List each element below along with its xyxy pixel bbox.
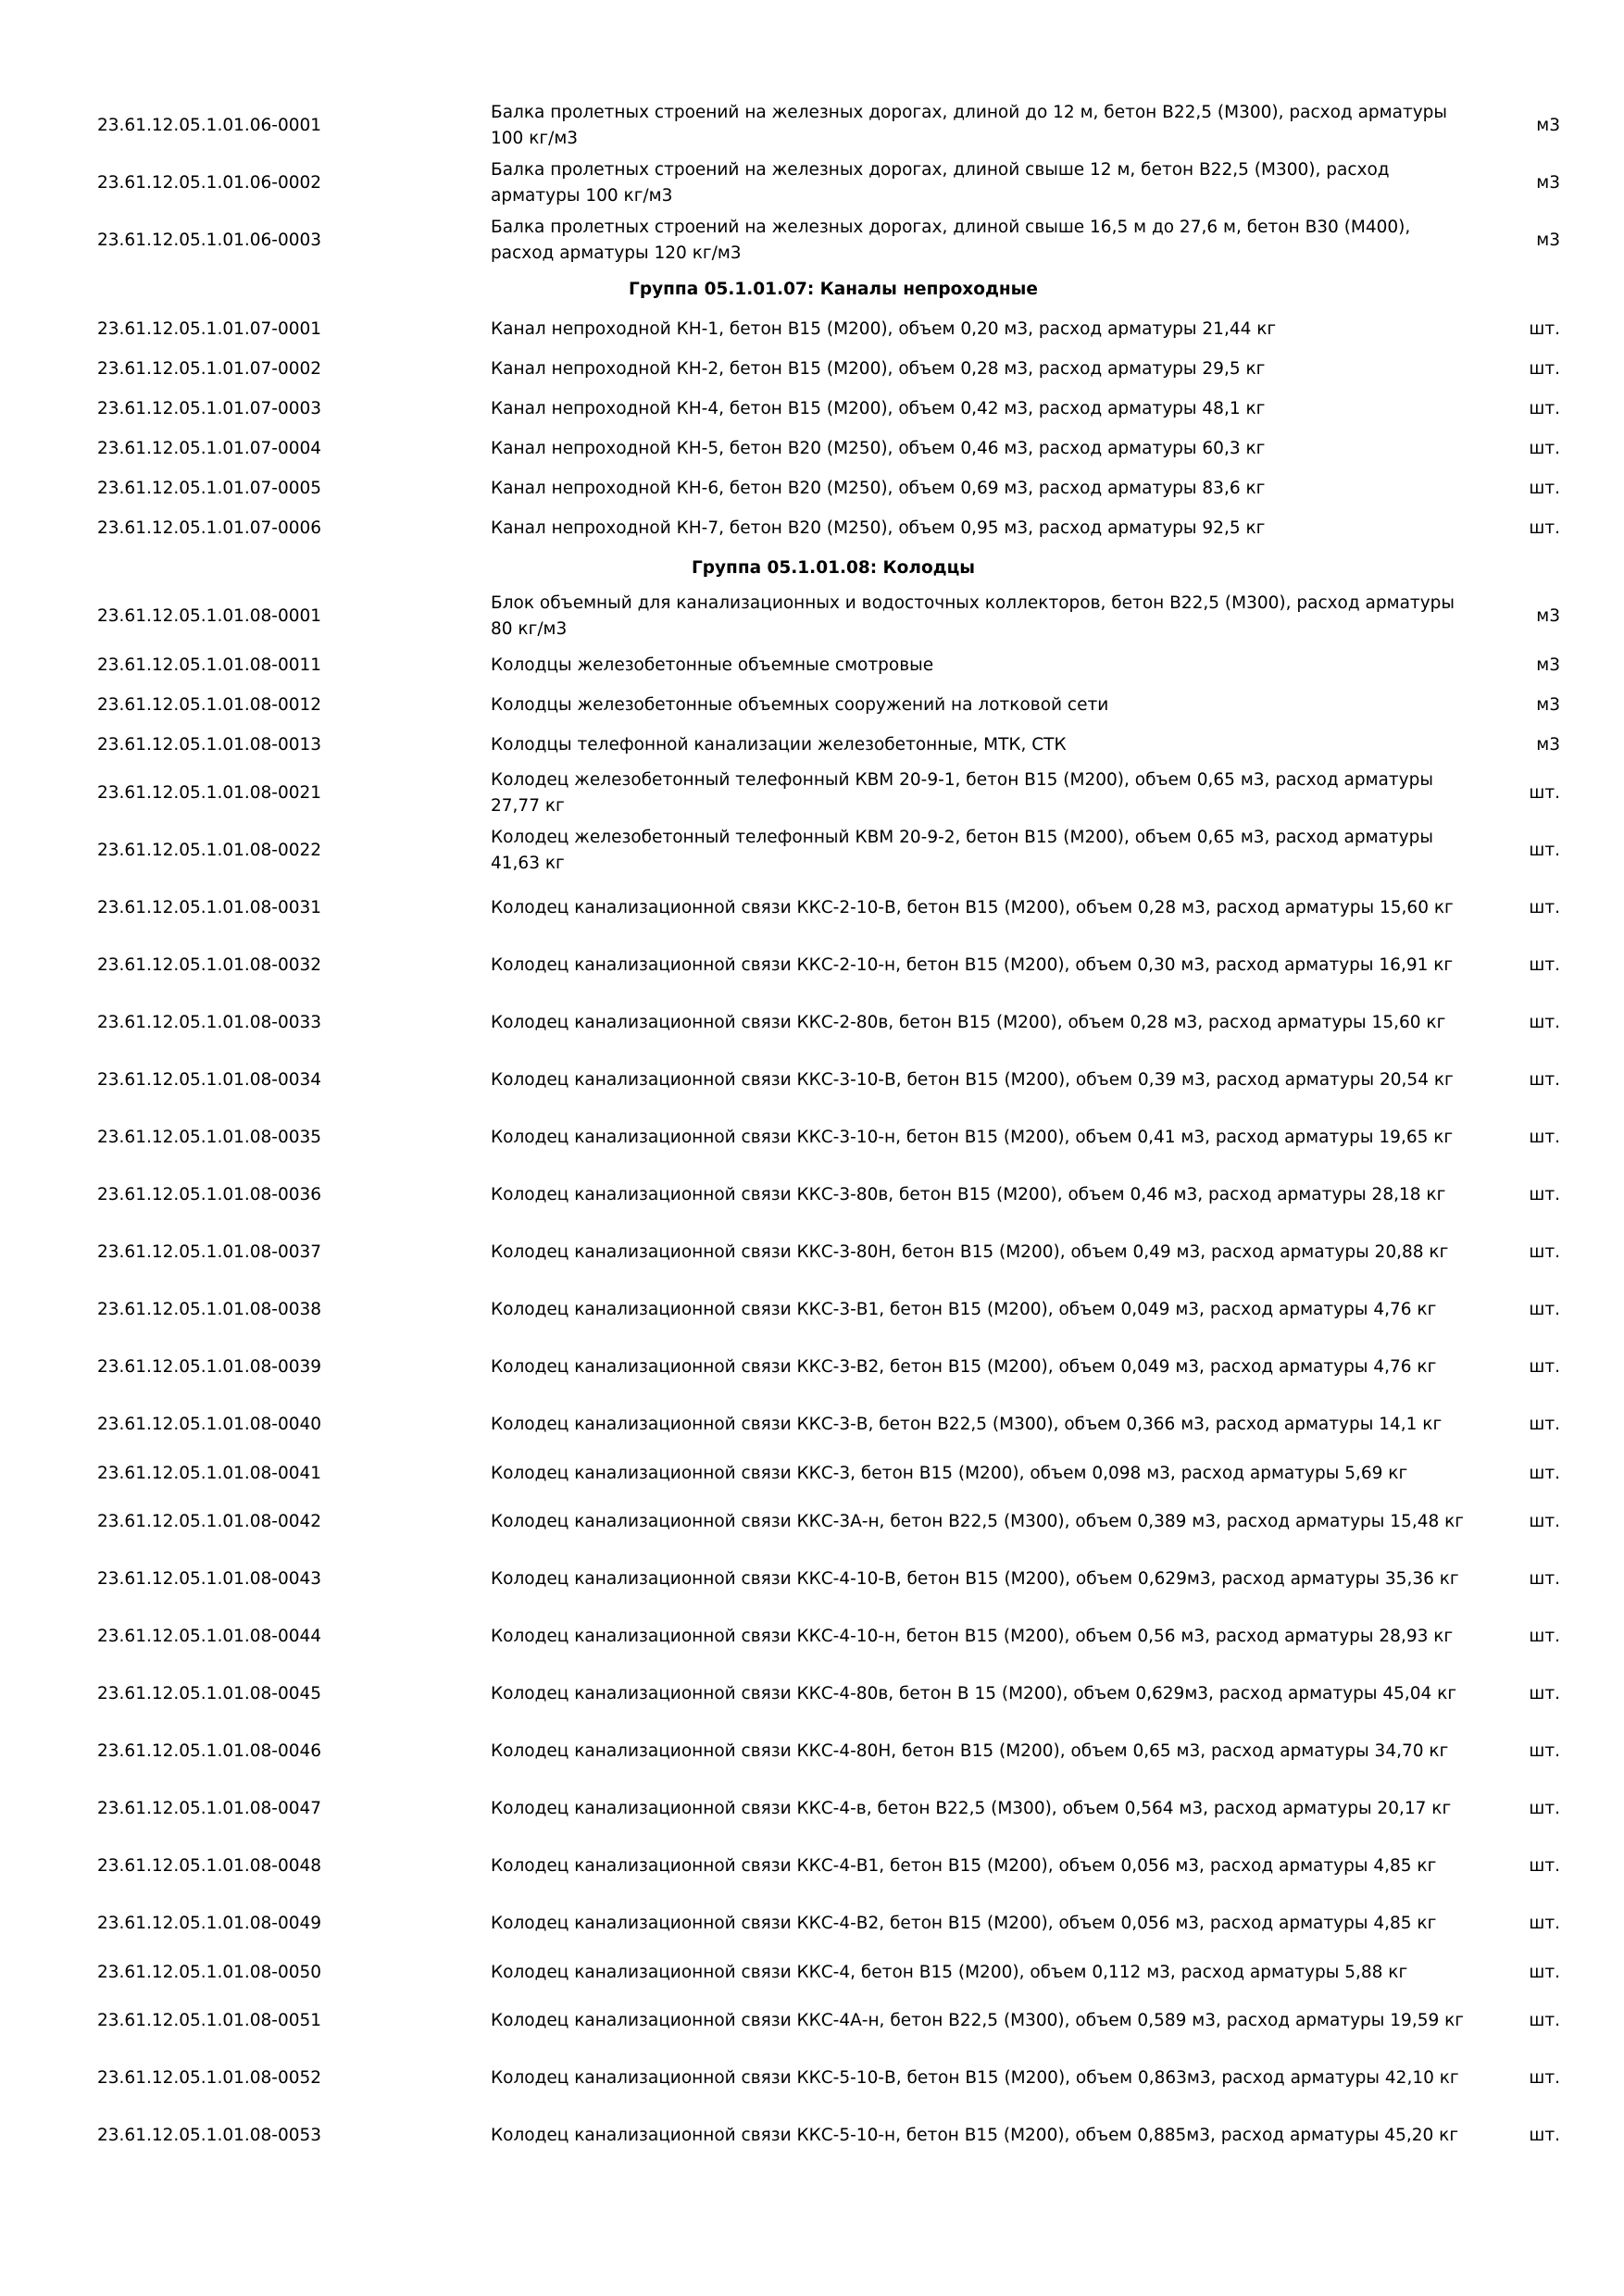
resource-name: Колодец канализационной связи ККС-3-В, бетон В22,5 (М300), объем 0,366 м3, расход арматуры 14,1 кг <box>491 1415 1443 1434</box>
resource-code: 23.61.12.05.1.01.08-0034 <box>97 1070 322 1090</box>
resource-name: Балка пролетных строений на железных дорогах, длиной свыше 12 м, бетон В22,5 (М300), расход арматуры 100 кг/м3 <box>491 160 1390 206</box>
resource-name: Канал непроходной КН-5, бетон В20 (М250), объем 0,46 м3, расход арматуры 60,3 кг <box>491 438 1266 458</box>
table-row <box>97 1224 1569 1281</box>
unit-of-measure: шт. <box>1529 1569 1560 1589</box>
table-row <box>97 1052 1569 1109</box>
table-row <box>97 765 1569 822</box>
unit-of-measure: шт. <box>1529 955 1560 975</box>
group-title: Группа 05.1.01.08: Колодцы <box>691 557 976 578</box>
resource-code: 23.61.12.05.1.01.08-0048 <box>97 1856 322 1876</box>
resource-name: Канал непроходной КН-4, бетон В15 (М200), объем 0,42 м3, расход арматуры 48,1 кг <box>491 398 1266 418</box>
resource-code: 23.61.12.05.1.01.08-0033 <box>97 1013 322 1032</box>
resource-name: Колодец канализационной связи ККС-3, бетон В15 (М200), объем 0,098 м3, расход арматуры 5,69 кг <box>491 1463 1408 1483</box>
resource-code: 23.61.12.05.1.01.08-0011 <box>97 655 322 675</box>
table-row <box>97 1608 1569 1666</box>
resource-code: 23.61.12.05.1.01.08-0022 <box>97 841 322 860</box>
resource-name: Канал непроходной КН-1, бетон В15 (М200), объем 0,20 м3, расход арматуры 21,44 кг <box>491 318 1277 339</box>
unit-of-measure: шт. <box>1529 1013 1560 1032</box>
table-row <box>97 1666 1569 1723</box>
unit-of-measure: шт. <box>1529 1914 1560 1933</box>
table-row <box>97 2107 1569 2165</box>
table-row <box>97 508 1569 548</box>
resource-code: 23.61.12.05.1.01.08-0051 <box>97 2011 322 2030</box>
unit-of-measure: м3 <box>1536 116 1560 135</box>
resource-code: 23.61.12.05.1.01.08-0043 <box>97 1569 322 1589</box>
table-row <box>97 1551 1569 1608</box>
resource-name: Колодец канализационной связи ККС-3-В1, бетон В15 (М200), объем 0,049 м3, расход арматуры 4,76 кг <box>491 1300 1437 1319</box>
table-row <box>97 429 1569 468</box>
resource-name: Колодцы железобетонные объемные смотровые <box>491 655 934 675</box>
resource-name: Колодец канализационной связи ККС-2-80в, бетон В15 (М200), объем 0,28 м3, расход арматуры 15,60 кг <box>491 1013 1446 1032</box>
table-row <box>97 1780 1569 1838</box>
unit-of-measure: м3 <box>1536 655 1560 675</box>
unit-of-measure: шт. <box>1529 1463 1560 1483</box>
resource-name: Колодец канализационной связи ККС-4-80в, бетон В 15 (М200), объем 0,629м3, расход арматуры 45,04 кг <box>491 1684 1457 1703</box>
resource-name: Колодец канализационной связи ККС-3-10-В, бетон В15 (М200), объем 0,39 м3, расход арматуры 20,54 кг <box>491 1070 1454 1090</box>
resource-name: Колодец канализационной связи ККС-3-В2, бетон В15 (М200), объем 0,049 м3, расход арматуры 4,76 кг <box>491 1357 1437 1377</box>
resource-code: 23.61.12.05.1.01.07-0002 <box>97 358 322 379</box>
resource-code: 23.61.12.05.1.01.08-0044 <box>97 1627 322 1646</box>
resource-code: 23.61.12.05.1.01.08-0050 <box>97 1962 322 1982</box>
resource-code: 23.61.12.05.1.01.07-0006 <box>97 518 322 538</box>
table-row <box>97 880 1569 937</box>
resource-name: Колодец канализационной связи ККС-4-В1, бетон В15 (М200), объем 0,056 м3, расход арматуры 4,85 кг <box>491 1856 1437 1876</box>
resource-code: 23.61.12.05.1.01.08-0046 <box>97 1741 322 1761</box>
resource-code: 23.61.12.05.1.01.07-0003 <box>97 398 322 418</box>
unit-of-measure: м3 <box>1536 606 1560 626</box>
resource-code: 23.61.12.05.1.01.08-0047 <box>97 1799 322 1818</box>
unit-of-measure: шт. <box>1529 1856 1560 1876</box>
table-row <box>97 212 1569 269</box>
resource-name: Колодец канализационной связи ККС-4, бетон В15 (М200), объем 0,112 м3, расход арматуры 5,88 кг <box>491 1962 1408 1982</box>
unit-of-measure: м3 <box>1536 734 1560 755</box>
unit-of-measure: шт. <box>1529 783 1560 803</box>
table-row <box>97 1339 1569 1396</box>
resource-name: Колодец канализационной связи ККС-4-В2, бетон В15 (М200), объем 0,056 м3, расход арматуры 4,85 кг <box>491 1914 1437 1933</box>
table-row <box>97 1454 1569 1493</box>
resource-name: Колодец канализационной связи ККС-4-в, бетон В22,5 (М300), объем 0,564 м3, расход арматуры 20,17 кг <box>491 1799 1452 1818</box>
resource-code: 23.61.12.05.1.01.08-0053 <box>97 2126 322 2145</box>
table-row <box>97 1723 1569 1780</box>
resource-code: 23.61.12.05.1.01.07-0005 <box>97 478 322 498</box>
unit-of-measure: шт. <box>1529 1185 1560 1204</box>
table-row <box>97 349 1569 389</box>
resource-code: 23.61.12.05.1.01.06-0003 <box>97 231 322 250</box>
resource-name: Колодец канализационной связи ККС-3-10-н, бетон В15 (М200), объем 0,41 м3, расход арматуры 19,65 кг <box>491 1128 1454 1147</box>
resource-table <box>97 97 1569 2165</box>
table-row <box>97 645 1569 685</box>
resource-name: Блок объемный для канализационных и водосточных коллекторов, бетон В22,5 (М300), расход арматуры 80 кг/м3 <box>491 593 1455 639</box>
table-row <box>97 588 1569 645</box>
resource-name: Канал непроходной КН-6, бетон В20 (М250), объем 0,69 м3, расход арматуры 83,6 кг <box>491 478 1266 498</box>
group-title: Группа 05.1.01.07: Каналы непроходные <box>629 279 1038 299</box>
table-row <box>97 725 1569 765</box>
unit-of-measure: шт. <box>1529 1300 1560 1319</box>
resource-name: Колодец железобетонный телефонный КВМ 20-9-2, бетон В15 (М200), объем 0,65 м3, расход арматуры 41,63 кг <box>491 828 1433 873</box>
unit-of-measure: шт. <box>1529 438 1560 458</box>
resource-code: 23.61.12.05.1.01.08-0040 <box>97 1415 322 1434</box>
resource-name: Балка пролетных строений на железных дорогах, длиной до 12 м, бетон В22,5 (М300), расход арматуры 100 кг/м3 <box>491 103 1448 148</box>
table-row <box>97 1895 1569 1953</box>
table-row <box>97 468 1569 508</box>
unit-of-measure: шт. <box>1529 1415 1560 1434</box>
table-row <box>97 155 1569 212</box>
resource-name: Колодец канализационной связи ККС-4-80Н, бетон В15 (М200), объем 0,65 м3, расход арматуры 34,70 кг <box>491 1741 1449 1761</box>
unit-of-measure: шт. <box>1529 478 1560 498</box>
unit-of-measure: шт. <box>1529 358 1560 379</box>
resource-code: 23.61.12.05.1.01.08-0039 <box>97 1357 322 1377</box>
table-row <box>97 1396 1569 1454</box>
table-row <box>97 2050 1569 2107</box>
resource-code: 23.61.12.05.1.01.08-0012 <box>97 694 322 715</box>
table-row <box>97 1167 1569 1224</box>
table-row <box>97 1281 1569 1339</box>
resource-code: 23.61.12.05.1.01.08-0021 <box>97 783 322 803</box>
group-heading <box>97 269 1569 309</box>
unit-of-measure: шт. <box>1529 1627 1560 1646</box>
table-row <box>97 1992 1569 2050</box>
table-row <box>97 389 1569 429</box>
unit-of-measure: шт. <box>1529 1741 1560 1761</box>
resource-code: 23.61.12.05.1.01.08-0052 <box>97 2068 322 2088</box>
resource-name: Колодцы железобетонные объемных сооружений на лотковой сети <box>491 694 1109 715</box>
resource-name: Колодец канализационной связи ККС-3А-н, бетон В22,5 (М300), объем 0,389 м3, расход арматуры 15,48 кг <box>491 1512 1465 1531</box>
unit-of-measure: шт. <box>1529 1242 1560 1262</box>
table-row <box>97 97 1569 155</box>
resource-name: Колодец канализационной связи ККС-3-80в, бетон В15 (М200), объем 0,46 м3, расход арматуры 28,18 кг <box>491 1185 1446 1204</box>
resource-name: Колодец канализационной связи ККС-4-10-В, бетон В15 (М200), объем 0,629м3, расход арматуры 35,36 кг <box>491 1569 1459 1589</box>
resource-code: 23.61.12.05.1.01.08-0036 <box>97 1185 322 1204</box>
resource-name: Балка пролетных строений на железных дорогах, длиной свыше 16,5 м до 27,6 м, бетон В30 (М400), расход арматуры 120 кг/м3 <box>491 218 1411 263</box>
unit-of-measure: м3 <box>1536 231 1560 250</box>
unit-of-measure: шт. <box>1529 1512 1560 1531</box>
table-row <box>97 937 1569 994</box>
table-row <box>97 1109 1569 1167</box>
resource-code: 23.61.12.05.1.01.06-0001 <box>97 116 322 135</box>
resource-name: Колодец канализационной связи ККС-4А-н, бетон В22,5 (М300), объем 0,589 м3, расход арматуры 19,59 кг <box>491 2011 1465 2030</box>
table-row <box>97 1838 1569 1895</box>
unit-of-measure: шт. <box>1529 2068 1560 2088</box>
resource-name: Колодец канализационной связи ККС-4-10-н, бетон В15 (М200), объем 0,56 м3, расход арматуры 28,93 кг <box>491 1627 1454 1646</box>
resource-code: 23.61.12.05.1.01.08-0042 <box>97 1512 322 1531</box>
table-row <box>97 994 1569 1052</box>
table-row <box>97 685 1569 725</box>
unit-of-measure: шт. <box>1529 1128 1560 1147</box>
resource-code: 23.61.12.05.1.01.06-0002 <box>97 173 322 193</box>
resource-code: 23.61.12.05.1.01.08-0035 <box>97 1128 322 1147</box>
unit-of-measure: шт. <box>1529 318 1560 339</box>
resource-code: 23.61.12.05.1.01.08-0013 <box>97 734 322 755</box>
resource-code: 23.61.12.05.1.01.08-0001 <box>97 606 322 626</box>
unit-of-measure: шт. <box>1529 518 1560 538</box>
resource-name: Канал непроходной КН-7, бетон В20 (М250), объем 0,95 м3, расход арматуры 92,5 кг <box>491 518 1266 538</box>
resource-code: 23.61.12.05.1.01.07-0001 <box>97 318 322 339</box>
resource-code: 23.61.12.05.1.01.08-0045 <box>97 1684 322 1703</box>
unit-of-measure: шт. <box>1529 1962 1560 1982</box>
resource-code: 23.61.12.05.1.01.08-0038 <box>97 1300 322 1319</box>
table-row <box>97 1493 1569 1551</box>
resource-code: 23.61.12.05.1.01.08-0037 <box>97 1242 322 1262</box>
table-row <box>97 1953 1569 1992</box>
resource-name: Колодец канализационной связи ККС-2-10-В, бетон В15 (М200), объем 0,28 м3, расход арматуры 15,60 кг <box>491 898 1454 917</box>
unit-of-measure: шт. <box>1529 841 1560 860</box>
table-row <box>97 822 1569 880</box>
resource-code: 23.61.12.05.1.01.08-0041 <box>97 1463 322 1483</box>
resource-name: Колодец канализационной связи ККС-2-10-н, бетон В15 (М200), объем 0,30 м3, расход арматуры 16,91 кг <box>491 955 1454 975</box>
resource-name: Колодец канализационной связи ККС-5-10-н, бетон В15 (М200), объем 0,885м3, расход арматуры 45,20 кг <box>491 2126 1459 2145</box>
unit-of-measure: м3 <box>1536 694 1560 715</box>
resource-code: 23.61.12.05.1.01.07-0004 <box>97 438 322 458</box>
unit-of-measure: шт. <box>1529 398 1560 418</box>
group-heading <box>97 548 1569 588</box>
unit-of-measure: шт. <box>1529 2011 1560 2030</box>
resource-code: 23.61.12.05.1.01.08-0031 <box>97 898 322 917</box>
resource-name: Колодец железобетонный телефонный КВМ 20-9-1, бетон В15 (М200), объем 0,65 м3, расход арматуры 27,77 кг <box>491 770 1433 816</box>
resource-name: Колодец канализационной связи ККС-3-80Н, бетон В15 (М200), объем 0,49 м3, расход арматуры 20,88 кг <box>491 1242 1449 1262</box>
unit-of-measure: шт. <box>1529 1070 1560 1090</box>
unit-of-measure: шт. <box>1529 1799 1560 1818</box>
resource-code: 23.61.12.05.1.01.08-0032 <box>97 955 322 975</box>
unit-of-measure: шт. <box>1529 2126 1560 2145</box>
unit-of-measure: шт. <box>1529 1357 1560 1377</box>
unit-of-measure: м3 <box>1536 173 1560 193</box>
unit-of-measure: шт. <box>1529 898 1560 917</box>
resource-name: Колодец канализационной связи ККС-5-10-В, бетон В15 (М200), объем 0,863м3, расход арматуры 42,10 кг <box>491 2068 1459 2088</box>
resource-code: 23.61.12.05.1.01.08-0049 <box>97 1914 322 1933</box>
unit-of-measure: шт. <box>1529 1684 1560 1703</box>
table-row <box>97 309 1569 349</box>
resource-name: Канал непроходной КН-2, бетон В15 (М200), объем 0,28 м3, расход арматуры 29,5 кг <box>491 358 1266 379</box>
resource-name: Колодцы телефонной канализации железобетонные, МТК, СТК <box>491 734 1067 755</box>
